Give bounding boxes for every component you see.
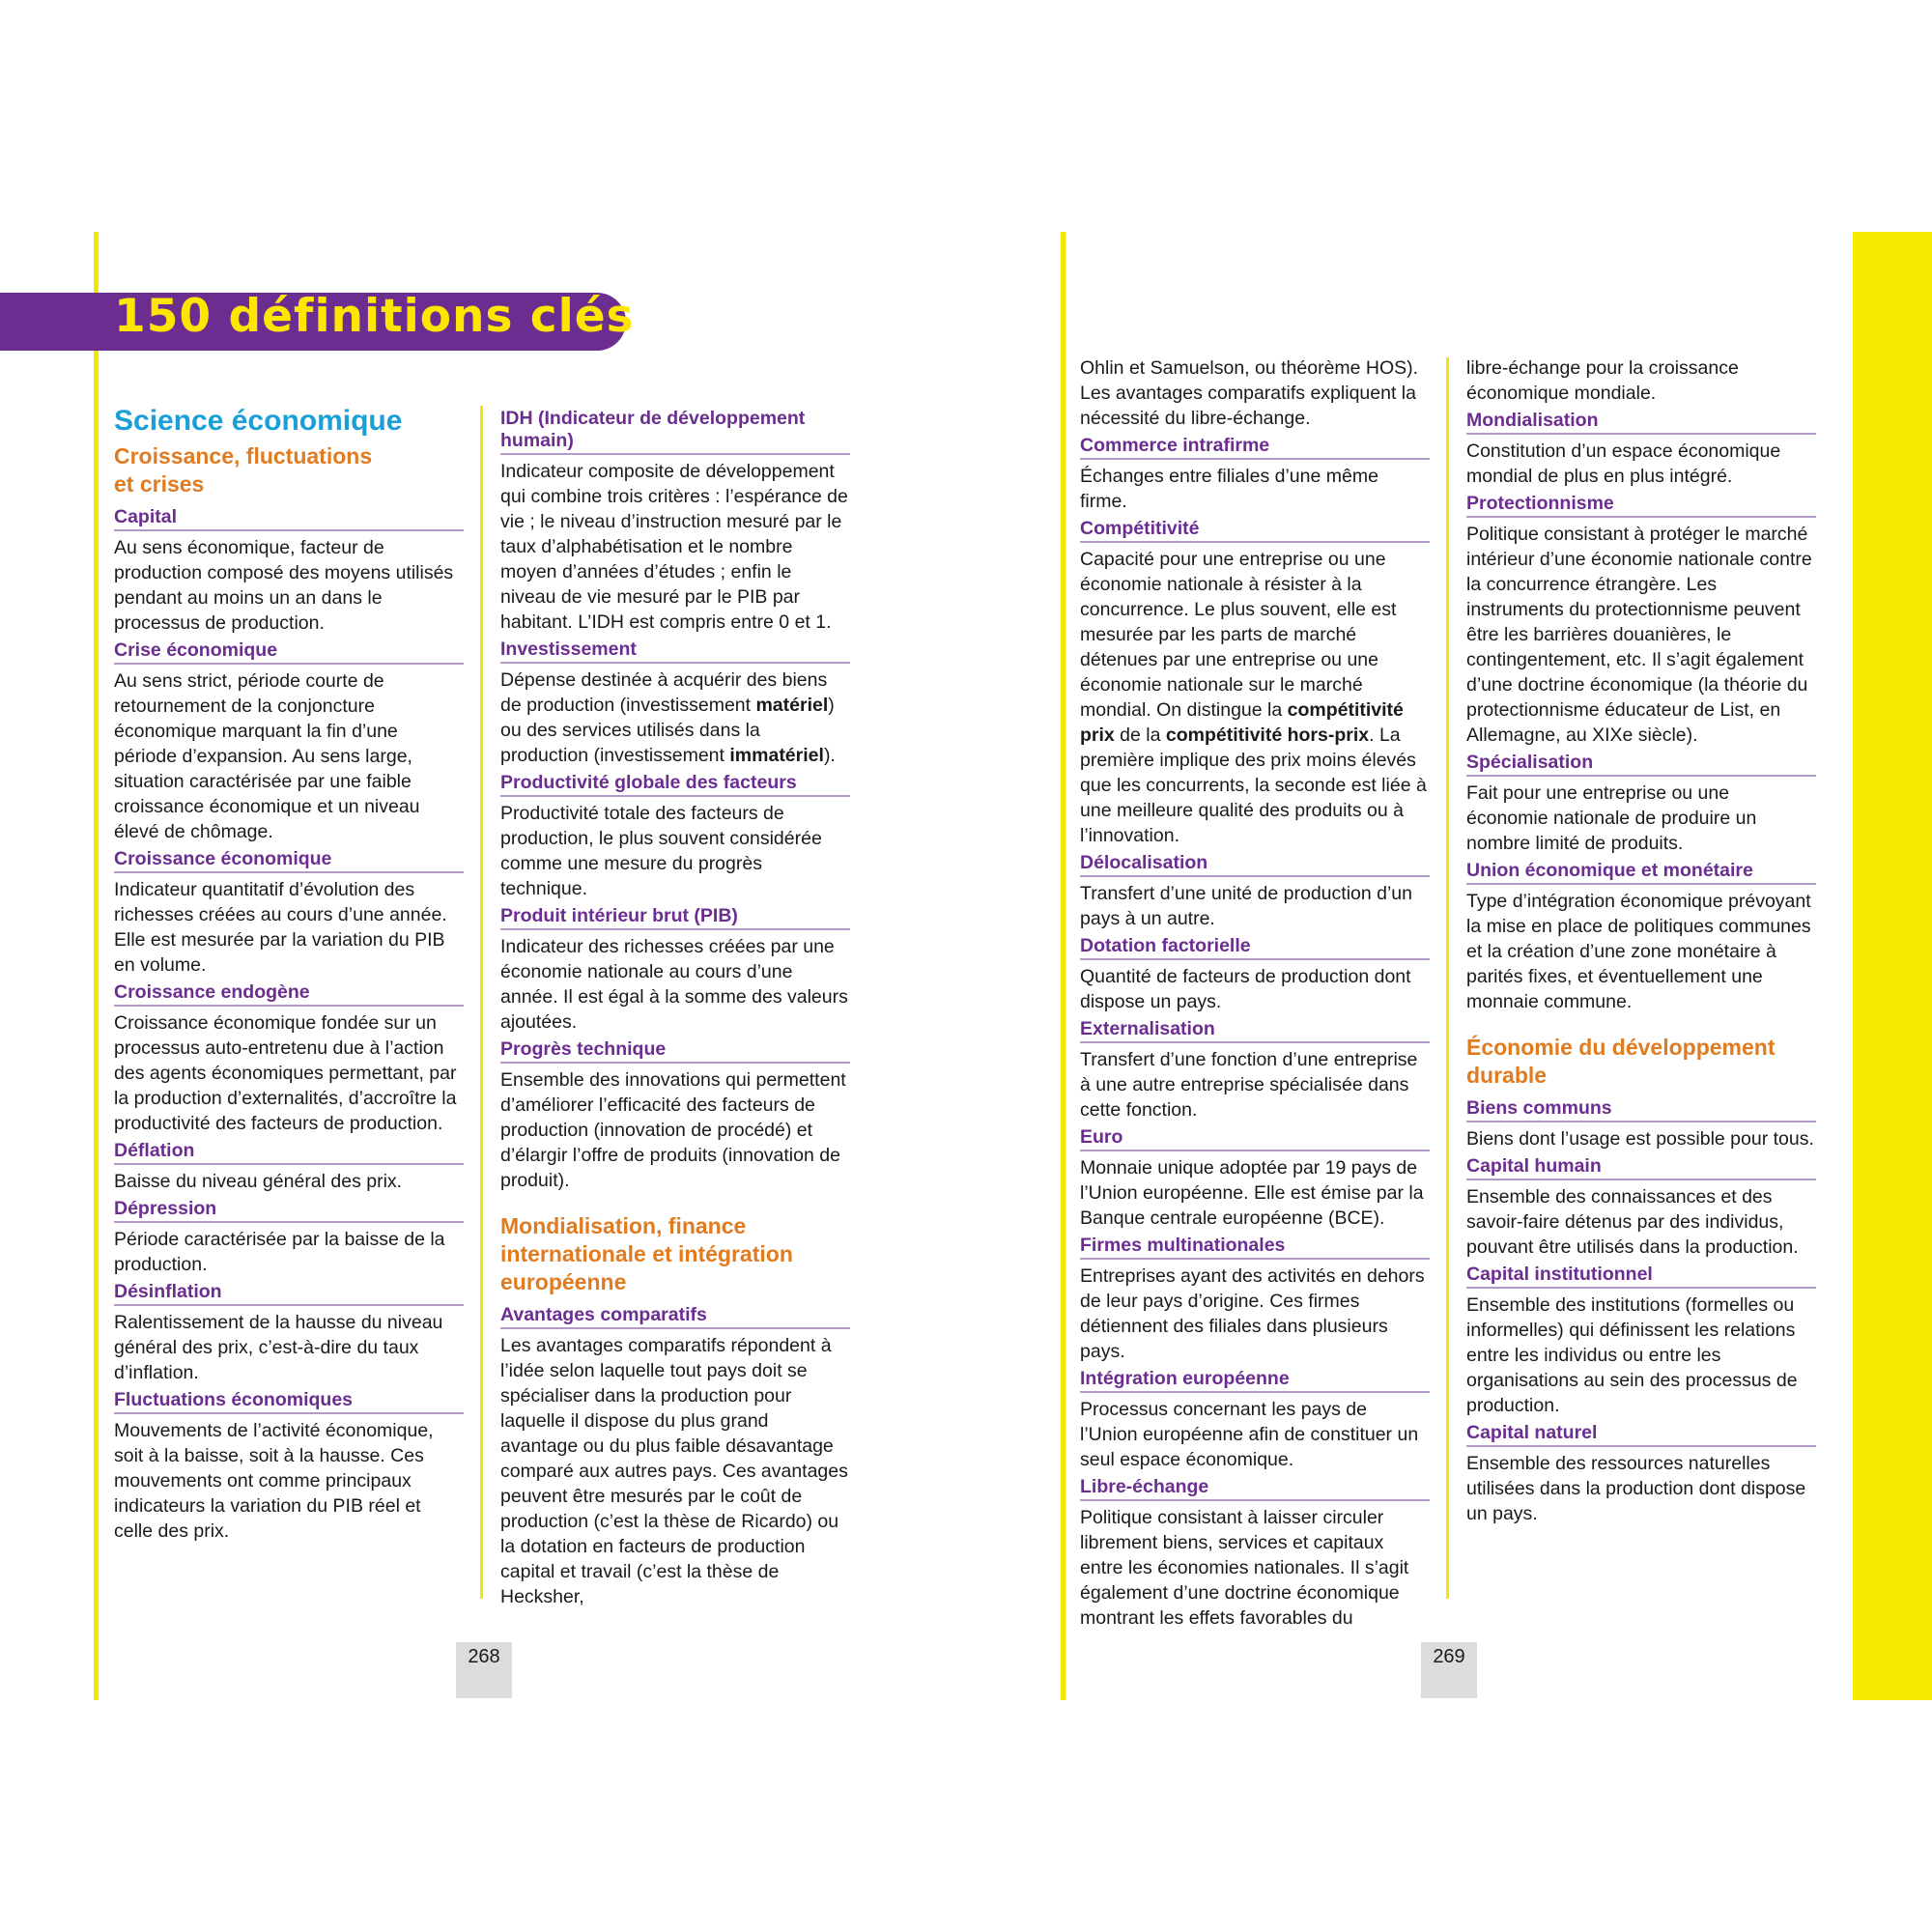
entry: [114, 848, 464, 978]
term-definition: Quantité de facteurs de production dont dispose un pays.: [1080, 966, 1411, 1012]
term-definition: Baisse du niveau général des prix.: [114, 1171, 403, 1192]
entry: [500, 1304, 850, 1609]
term-heading: Mondialisation: [1466, 410, 1816, 435]
page-title: 150 définitions clés: [114, 290, 635, 343]
left-column-divider: [480, 406, 483, 1599]
entry: [114, 981, 464, 1136]
subsection-heading: Économie du développement durable: [1466, 1035, 1776, 1088]
right-yellow-band: [1853, 232, 1932, 1700]
term-heading: Compétitivité: [1080, 518, 1430, 543]
term-definition: Mouvements de l’activité économique, soit à la baisse, soit à la hausse. Ces mouvements ont comme principaux indicateurs la variation du PIB réel et celle des prix.: [114, 1420, 434, 1542]
term-heading: Intégration européenne: [1080, 1368, 1430, 1393]
entry: [1080, 1126, 1430, 1231]
entry: [1080, 852, 1430, 931]
term-definition: Ensemble des institutions (formelles ou informelles) qui définissent les relations entre les individus ou entre les organisations au sein des processus de production.: [1466, 1294, 1798, 1416]
entry: [1466, 1422, 1816, 1526]
term-heading: Spécialisation: [1466, 752, 1816, 777]
term-heading: Biens communs: [1466, 1097, 1816, 1122]
subsection-heading: Mondialisation, finance internationale et intégration européenne: [500, 1213, 793, 1294]
entry: [1080, 1476, 1430, 1631]
term-definition: Indicateur des richesses créées par une économie nationale au cours d’une année. Il est égal à la somme des valeurs ajoutées.: [500, 936, 848, 1033]
term-definition: Indicateur quantitatif d’évolution des richesses créées au cours d’une année. Elle est mesurée par la variation du PIB en volume.: [114, 879, 447, 976]
term-definition: Entreprises ayant des activités en dehors de leur pays d’origine. Ces firmes détiennent des filiales dans plusieurs pays.: [1080, 1265, 1425, 1362]
center-fold-line: [1061, 232, 1065, 1700]
continued-text: libre-échange pour la croissance économique mondiale.: [1466, 357, 1739, 404]
term-heading: IDH (Indicateur de développement humain): [500, 408, 850, 455]
entry: [114, 1140, 464, 1194]
entry: [1466, 1264, 1816, 1418]
entry: [500, 639, 850, 768]
entry: [114, 1389, 464, 1544]
entry: [1466, 410, 1816, 489]
term-definition: Monnaie unique adoptée par 19 pays de l’Union européenne. Elle est émise par la Banque centrale européenne (BCE).: [1080, 1157, 1424, 1229]
right-column-2: [1466, 355, 1816, 1528]
left-margin-line: [94, 232, 99, 1700]
section-heading: Science économique: [114, 405, 403, 437]
term-definition: Échanges entre filiales d’une même firme.: [1080, 466, 1378, 512]
term-definition: Dépense destinée à acquérir des biens de production (investissement matériel) ou des services utilisés dans la production (investissement immatériel).: [500, 669, 836, 766]
term-heading: Crise économique: [114, 639, 464, 665]
term-heading: Croissance endogène: [114, 981, 464, 1007]
term-definition: Productivité totale des facteurs de production, le plus souvent considérée comme une mesure du progrès technique.: [500, 803, 822, 899]
entry: [114, 506, 464, 636]
term-heading: Union économique et monétaire: [1466, 860, 1816, 885]
page-number-right: 269: [1421, 1642, 1477, 1698]
term-definition: Fait pour une entreprise ou une économie nationale de produire un nombre limité de produits.: [1466, 782, 1757, 854]
entry: [500, 772, 850, 901]
term-definition: Transfert d’une fonction d’une entreprise à une autre entreprise spécialisée dans cette fonction.: [1080, 1049, 1418, 1121]
term-definition: Politique consistant à protéger le marché intérieur d’une économie nationale contre la concurrence étrangère. Les instruments du protectionnisme peuvent être les barrières douanières, le contingentement, etc. Il s’agit également d’une doctrine économique (la théorie du protectionnisme éducateur de List, en Allemagne, au XIXe siècle).: [1466, 524, 1812, 746]
term-definition: Type d’intégration économique prévoyant la mise en place de politiques communes et la création d’une zone monétaire à parités fixes, et éventuellement une monnaie commune.: [1466, 891, 1811, 1012]
entry: [1466, 1155, 1816, 1260]
entry: [1080, 1368, 1430, 1472]
entry: [1080, 1018, 1430, 1122]
page-number-left: 268: [456, 1642, 512, 1698]
left-column-1: [114, 404, 464, 1546]
entry: [114, 639, 464, 844]
entry: [1080, 1235, 1430, 1364]
term-heading: Libre-échange: [1080, 1476, 1430, 1501]
entry: [1466, 860, 1816, 1014]
term-definition: Constitution d’un espace économique mondial de plus en plus intégré.: [1466, 440, 1781, 487]
term-definition: Processus concernant les pays de l’Union européenne afin de constituer un seul espace économique.: [1080, 1399, 1419, 1470]
term-heading: Firmes multinationales: [1080, 1235, 1430, 1260]
term-heading: Euro: [1080, 1126, 1430, 1151]
term-heading: Capital humain: [1466, 1155, 1816, 1180]
entry: [1466, 493, 1816, 748]
term-definition: Politique consistant à laisser circuler librement biens, services et capitaux entre les économies nationales. Il s’agit également d’une doctrine économique montrant les effets favorables du: [1080, 1507, 1409, 1629]
term-heading: Investissement: [500, 639, 850, 664]
term-heading: Croissance économique: [114, 848, 464, 873]
term-heading: Désinflation: [114, 1281, 464, 1306]
term-heading: Déflation: [114, 1140, 464, 1165]
entry: [1466, 752, 1816, 856]
term-definition: Les avantages comparatifs répondent à l’idée selon laquelle tout pays doit se spécialiser dans la production pour laquelle il dispose du plus grand avantage ou du plus faible désavantage comparé aux autres pays. Ces avantages peuvent être mesurés par le coût de production (c’est la thèse de Ricardo) ou la dotation en facteurs de production capital et travail (c’est la thèse de Hecksher,: [500, 1335, 848, 1607]
term-definition: Biens dont l’usage est possible pour tous.: [1466, 1128, 1814, 1150]
term-heading: Productivité globale des facteurs: [500, 772, 850, 797]
term-definition: Au sens économique, facteur de production composé des moyens utilisés pendant au moins un an dans le processus de production.: [114, 537, 454, 634]
entry: [1466, 1097, 1816, 1151]
term-heading: Protectionnisme: [1466, 493, 1816, 518]
term-definition: Ralentissement de la hausse du niveau général des prix, c’est-à-dire du taux d’inflation.: [114, 1312, 443, 1383]
right-column-divider: [1446, 357, 1449, 1599]
term-heading: Dotation factorielle: [1080, 935, 1430, 960]
entry: [500, 905, 850, 1035]
right-column-1: [1080, 355, 1430, 1633]
term-definition: Ensemble des innovations qui permettent d’améliorer l’efficacité des facteurs de production (innovation de procédé) et d’élargir l’offre de produits (innovation de produit).: [500, 1069, 846, 1191]
entry: [500, 408, 850, 635]
term-definition: Indicateur composite de développement qui combine trois critères : l’espérance de vie ; le niveau d’instruction mesuré par le taux d’alphabétisation et le nombre moyen d’années d’études ; enfin le niveau de vie mesuré par le PIB par habitant. L’IDH est compris entre 0 et 1.: [500, 461, 848, 633]
term-heading: Externalisation: [1080, 1018, 1430, 1043]
entry: [1080, 518, 1430, 848]
subsection-heading: Croissance, fluctuations et crises: [114, 443, 373, 497]
term-heading: Délocalisation: [1080, 852, 1430, 877]
entry: [1080, 435, 1430, 514]
entry: [500, 1038, 850, 1193]
term-heading: Avantages comparatifs: [500, 1304, 850, 1329]
left-column-2: [500, 404, 850, 1611]
term-definition: Au sens strict, période courte de retournement de la conjoncture économique marquant la fin d’une période d’expansion. Au sens large, situation caractérisée par une faible croissance économique et un niveau élevé de chômage.: [114, 670, 420, 842]
term-heading: Produit intérieur brut (PIB): [500, 905, 850, 930]
term-heading: Capital institutionnel: [1466, 1264, 1816, 1289]
term-heading: Commerce intrafirme: [1080, 435, 1430, 460]
term-heading: Dépression: [114, 1198, 464, 1223]
term-definition: Croissance économique fondée sur un processus auto-entretenu due à l’action des agents économiques permettant, par la production d’externalités, d’accroître la productivité des facteurs de production.: [114, 1012, 457, 1134]
term-definition: Ensemble des ressources naturelles utilisées dans la production dont dispose un pays.: [1466, 1453, 1806, 1524]
entry: [114, 1281, 464, 1385]
term-heading: Progrès technique: [500, 1038, 850, 1064]
term-definition: Transfert d’une unité de production d’un pays à un autre.: [1080, 883, 1413, 929]
entry: [1080, 935, 1430, 1014]
term-heading: Capital: [114, 506, 464, 531]
term-heading: Fluctuations économiques: [114, 1389, 464, 1414]
term-definition: Période caractérisée par la baisse de la production.: [114, 1229, 445, 1275]
entry: [114, 1198, 464, 1277]
continued-text: Ohlin et Samuelson, ou théorème HOS). Les avantages comparatifs expliquent la nécessité du libre-échange.: [1080, 357, 1419, 429]
term-definition: Ensemble des connaissances et des savoir-faire détenus par des individus, pouvant être utilisés dans la production.: [1466, 1186, 1799, 1258]
term-definition: Capacité pour une entreprise ou une économie nationale à résister à la concurrence. Le plus souvent, elle est mesurée par les parts de marché détenues par une entreprise ou une économie nationale sur le marché mondial. On distingue la compétitivité prix de la compétitivité hors-prix. La première implique des prix moins élevés que les concurrents, la seconde est liée à une meilleure qualité des produits ou à l’innovation.: [1080, 549, 1427, 846]
term-heading: Capital naturel: [1466, 1422, 1816, 1447]
